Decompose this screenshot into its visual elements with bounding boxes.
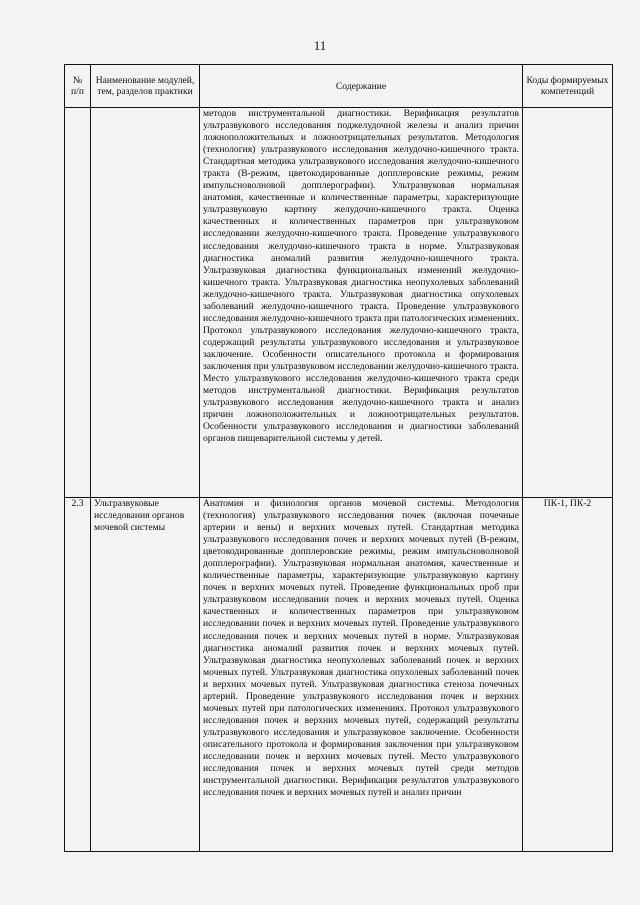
row-num: 2.3 xyxy=(65,498,91,852)
table-row xyxy=(65,498,613,852)
page-number: 11 xyxy=(313,38,327,53)
header-num: № п/п xyxy=(65,65,91,108)
curriculum-table xyxy=(64,64,613,852)
row-codes: ПК-1, ПК-2 xyxy=(523,498,613,852)
header-name: Наименование модулей, тем, разделов практики xyxy=(91,65,200,108)
row-num xyxy=(65,108,91,498)
row-name: Ультразвуковые исследования органов мочевой системы xyxy=(91,498,200,852)
table-row xyxy=(65,108,613,498)
row-name xyxy=(91,108,200,498)
table-header-row xyxy=(65,65,613,108)
row-codes xyxy=(523,108,613,498)
header-content: Содержание xyxy=(200,65,523,108)
row-content: Анатомия и физиология органов мочевой системы. Методология (технология) ультразвукового исследования почек (включая почечные артерии и вены) и верхних мочевых путей. Стандартная методика ультразвукового исследования почек и верхних мочевых путей (В-режим, цветокодированные допплеровские режимы, режим импульсноволновой допплерографии). Ультразвуковая нормальная анатомия, качественные и количественные параметры, характеризующие ультразвуковую картину почек и верхних мочевых путей. Проведение функциональных проб при ультразвуковом исследовании почек и верхних мочевых путей. Оценка качественных и количественных параметров при ультразвуковом исследовании почек и верхних мочевых путей. Проведение ультразвукового исследования почек и верхних мочевых путей в норме. Ультразвуковая диагностика аномалий развития почек и верхних мочевых путей. Ультразвуковая диагностика неопухолевых заболеваний почек и верхних мочевых путей. Ультразвуковая диагностика опухолевых заболеваний почек и верхних мочевых путей. Ультразвуковая диагностика стеноза почечных артерий. Проведение ультразвукового исследования почек и верхних мочевых путей при патологических изменениях. Протокол ультразвукового исследования почек и верхних мочевых путей, содержащий результаты ультразвукового исследования и ультразвуковое заключение. Особенности описательного протокола и формирования заключения при ультразвуковом исследовании почек и верхних мочевых путей. Место ультразвукового исследования почек и верхних мочевых путей среди методов инструментальной диагностики. Верификация результатов ультразвукового исследования почек и верхних мочевых путей и анализ причин xyxy=(200,498,523,852)
row-content: методов инструментальной диагностики. Верификация результатов ультразвукового исследования поджелудочной железы и анализ причин ложноположительных и ложноотрицательных результатов. Методология (технология) ультразвукового исследования желудочно-кишечного тракта. Стандартная методика ультразвукового исследования желудочно-кишечного тракта (В-режим, цветокодированные допплеровские режимы, режим импульсноволновой допплерографии). Ультразвуковая нормальная анатомия, качественные и количественные параметры, характеризующие ультразвуковую картину желудочно-кишечного тракта. Оценка качественных и количественных параметров при ультразвуковом исследовании желудочно-кишечного тракта. Проведение ультразвукового исследования желудочно-кишечного тракта в норме. Ультразвуковая диагностика аномалий развития желудочно-кишечного тракта. Ультразвуковая диагностика функциональных изменений желудочно-кишечного тракта. Ультразвуковая диагностика неопухолевых заболеваний желудочно-кишечного тракта. Ультразвуковая диагностика опухолевых заболеваний желудочно-кишечного тракта. Проведение ультразвукового исследования желудочно-кишечного тракта при патологических изменениях. Протокол ультразвукового исследования желудочно-кишечного тракта, содержащий результаты ультразвукового исследования и ультразвуковое заключение. Особенности описательного протокола и формирования заключения при ультразвуковом исследовании желудочно-кишечного тракта. Место ультразвукового исследования желудочно-кишечного тракта среди методов инструментальной диагностики. Верификация результатов ультразвукового исследования желудочно-кишечного тракта и анализ причин ложноположительных и ложноотрицательных результатов. Особенности ультразвукового исследования и диагностики заболеваний органов пищеварительной системы у детей. xyxy=(200,108,523,498)
header-codes: Коды формируемых компетенций xyxy=(523,65,613,108)
